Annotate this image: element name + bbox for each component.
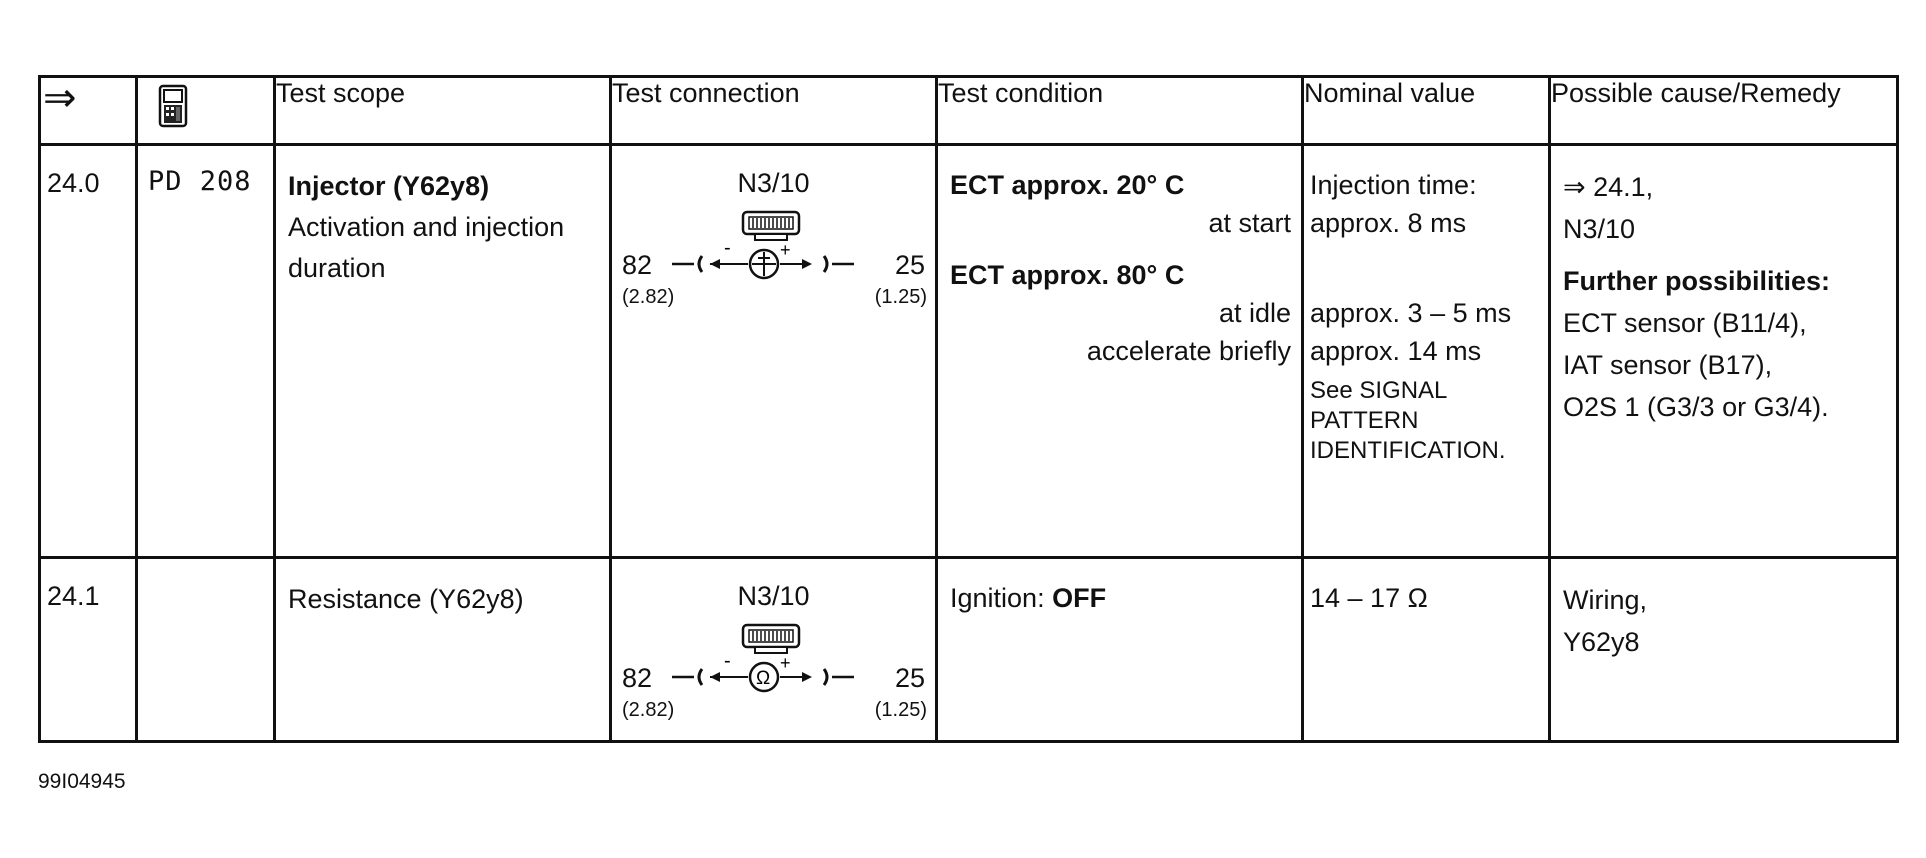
ohmmeter-icon: [672, 655, 872, 695]
test-scope: [275, 558, 611, 742]
scope-text: Resistance (Y62y8): [288, 584, 524, 614]
connector-plug-icon: [741, 623, 801, 655]
nominal-resistance: 14 – 17 Ω: [1310, 583, 1428, 613]
condition-value: OFF: [1052, 583, 1107, 613]
remedy-component: Y62y8: [1563, 627, 1640, 657]
remedy-connector: N3/10: [1563, 214, 1636, 244]
figure-id: 99I04945: [38, 770, 126, 793]
signal-pattern-note: See SIGNAL PATTERN IDENTIFICATION.: [1310, 377, 1506, 464]
test-connection: [611, 558, 937, 742]
nominal-accelerate: approx. 14 ms: [1310, 336, 1482, 366]
scope-text: Activation and injection duration: [288, 212, 565, 283]
header-test-scope: Test scope: [275, 77, 611, 145]
header-test-condition: Test condition: [937, 77, 1303, 145]
condition-ect-20: ECT approx. 20° C: [950, 170, 1185, 200]
remedy-ect-sensor: ECT sensor (B11/4),: [1563, 308, 1807, 338]
pin-left-mm: (2.82): [622, 699, 675, 721]
condition-label: Ignition:: [950, 583, 1053, 613]
remedy-ref: ⇒ 24.1,: [1563, 172, 1654, 202]
remedy: [1550, 558, 1898, 742]
pin-right-mm: (1.25): [874, 699, 927, 721]
nominal-idle: approx. 3 – 5 ms: [1310, 298, 1512, 328]
condition-at-idle: at idle: [1218, 298, 1291, 328]
pin-right: 25: [894, 663, 925, 693]
remedy-iat-sensor: IAT sensor (B17),: [1563, 350, 1773, 380]
header-remedy: Possible cause/Remedy: [1550, 77, 1898, 145]
condition-accelerate: accelerate briefly: [1086, 336, 1291, 366]
injector-pulse-icon: [672, 242, 872, 282]
header-nominal-value: Nominal value: [1303, 77, 1550, 145]
remedy: [1550, 145, 1898, 558]
diagnostic-table: [38, 75, 1899, 743]
remedy-further-title: Further possibilities:: [1563, 266, 1831, 296]
svg-text:-: -: [724, 655, 731, 672]
table-row: [40, 145, 1898, 558]
fault-code: PD 208: [137, 145, 275, 558]
svg-text:Ω: Ω: [756, 668, 771, 689]
condition-at-start: at start: [1208, 208, 1291, 238]
test-condition: [937, 558, 1303, 742]
test-connection: [611, 145, 937, 558]
nominal-injection-time: Injection time:: [1310, 170, 1477, 200]
connector-plug-icon: [741, 210, 801, 242]
header-step: [40, 77, 137, 145]
header-row: [40, 77, 1898, 145]
connector-label: N3/10: [737, 581, 810, 611]
test-scope: [275, 145, 611, 558]
table-row: [40, 558, 1898, 742]
header-test-connection: Test connection: [611, 77, 937, 145]
remedy-wiring: Wiring,: [1563, 585, 1648, 615]
pin-left: 82: [622, 663, 653, 693]
step-arrow-icon: ⇒: [43, 76, 77, 120]
pin-left: 82: [622, 250, 653, 280]
nominal-value: [1303, 145, 1550, 558]
fault-code: [137, 558, 275, 742]
nominal-start: approx. 8 ms: [1310, 208, 1467, 238]
pin-left-mm: (2.82): [622, 286, 675, 308]
pin-right: 25: [894, 250, 925, 280]
remedy-o2s: O2S 1 (G3/3 or G3/4).: [1563, 392, 1829, 422]
svg-text:+: +: [780, 242, 791, 260]
test-condition: [937, 145, 1303, 558]
svg-text:+: +: [780, 655, 791, 673]
svg-text:-: -: [724, 242, 731, 259]
step-number: 24.1: [40, 558, 137, 742]
connector-label: N3/10: [737, 168, 810, 198]
scope-title: Injector (Y62y8): [288, 171, 490, 201]
nominal-value: [1303, 558, 1550, 742]
hand-held-tester-icon: [158, 84, 188, 128]
header-tester: [137, 77, 275, 145]
condition-ect-80: ECT approx. 80° C: [950, 260, 1185, 290]
pin-right-mm: (1.25): [874, 286, 927, 308]
step-number: 24.0: [40, 145, 137, 558]
